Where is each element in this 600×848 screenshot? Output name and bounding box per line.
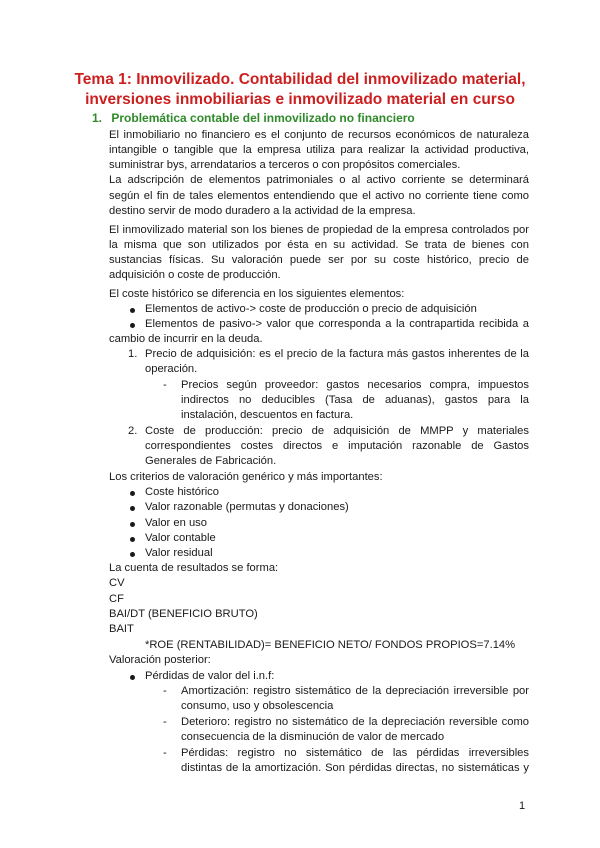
title-line-1: Tema 1: Inmovilizado. Contabilidad del inmovilizado material,	[74, 71, 526, 88]
sub-item-line: Precios según proveedor: gastos necesarios compra, impuestos	[181, 379, 529, 391]
paragraph-line: suministrar bys, arrendatarios a terceros o con propósitos comerciales.	[109, 159, 461, 171]
list-item: Valor contable	[145, 532, 216, 544]
paragraph-line: intangible o tangible que la empresa utiliza para realizar la actividad productiva,	[109, 144, 529, 156]
title-line-2: inversiones inmobiliarias e inmovilizado material en curso	[85, 91, 515, 108]
bullet-icon	[130, 675, 135, 680]
sub-item-line: Deterioro: registro no sistemático de la depreciación reversible como	[181, 716, 529, 728]
bullet-icon	[130, 552, 135, 557]
paragraph-line: destino servir de modo duradero a la actividad de la empresa.	[109, 205, 416, 217]
paragraph-line: El inmovilizado material son los bienes de propiedad de la empresa controlados por	[109, 224, 529, 236]
results-line: BAIT	[109, 623, 134, 635]
results-line: CF	[109, 593, 124, 605]
numbered-item-line: operación.	[145, 363, 198, 375]
list-item: Valor razonable (permutas y donaciones)	[145, 501, 349, 513]
paragraph-line: adquisición o coste de producción.	[109, 269, 281, 281]
later-intro: Valoración posterior:	[109, 654, 211, 666]
bullet-icon	[130, 323, 135, 328]
results-line: BAI/DT (BENEFICIO BRUTO)	[109, 608, 258, 620]
list-item: Pérdidas de valor del i.n.f:	[145, 670, 275, 682]
results-intro: La cuenta de resultados se forma:	[109, 562, 279, 574]
dash-marker: -	[163, 379, 167, 391]
list-number: 1.	[128, 348, 138, 360]
list-number: 2.	[128, 425, 138, 437]
sub-item-line: instalación, descuentos en factura.	[181, 409, 354, 421]
bullet-icon	[130, 537, 135, 542]
dash-marker: -	[163, 685, 167, 697]
list-item: cambio de incurrir en la deuda.	[109, 333, 263, 345]
numbered-item-line: Coste de producción: precio de adquisición de MMPP y materiales	[145, 425, 529, 437]
paragraph-line: según el fin de tales elementos entendiendo que el activo no corriente tiene como	[109, 190, 529, 202]
section-number: 1.	[92, 111, 103, 125]
sub-item-line: distintas de la amortización. Son pérdidas directas, no sistemáticas y	[181, 762, 529, 774]
paragraph-line: La adscripción de elementos patrimoniales o al activo corriente se determinará	[109, 174, 529, 186]
section-heading-text: Problemática contable del inmovilizado no financiero	[111, 111, 415, 125]
dash-marker: -	[163, 747, 167, 759]
paragraph-line: sustancias físicas. Su valoración puede ser por su coste histórico, precio de	[109, 254, 529, 266]
dash-marker: -	[163, 716, 167, 728]
list-item: Coste histórico	[145, 486, 219, 498]
paragraph-line: El inmobiliario no financiero es el conjunto de recursos económicos de naturaleza	[109, 129, 529, 141]
sub-item-line: Pérdidas: registro no sistemático de las pérdidas irreversibles	[181, 747, 529, 759]
sub-item-line: consecuencia de la disminución de valor de mercado	[181, 731, 445, 743]
roe-formula: *ROE (RENTABILIDAD)= BENEFICIO NETO/ FONDOS PROPIOS=7.14%	[145, 639, 516, 651]
page-number: 1	[519, 800, 526, 812]
numbered-item-line: Precio de adquisición: es el precio de la factura más gastos inherentes de la	[145, 348, 529, 360]
paragraph-line: la misma que son utilizados por ésta en su actividad. Se trata de bienes con	[109, 239, 529, 251]
bullet-icon	[130, 491, 135, 496]
section-heading	[92, 111, 415, 126]
sub-item-line: Amortización: registro sistemático de la depreciación irreversible por	[181, 685, 529, 697]
document-title	[60, 70, 540, 110]
numbered-item-line: correspondientes costes directos e imputación razonable de Gastos	[145, 440, 529, 452]
numbered-item-line: Generales de Fabricación.	[145, 455, 277, 467]
list-item: Valor residual	[145, 547, 213, 559]
sub-item-line: consumo, uso y obsolescencia	[181, 700, 334, 712]
bullet-icon	[130, 522, 135, 527]
bullet-icon	[130, 506, 135, 511]
results-line: CV	[109, 577, 125, 589]
list-item: Elementos de activo-> coste de producción o precio de adquisición	[145, 303, 477, 315]
sub-item-line: indirectos no deducibles (Tasa de aduanas), gastos para la	[181, 394, 529, 406]
criteria-intro: Los criterios de valoración genérico y más importantes:	[109, 471, 383, 483]
bullet-icon	[130, 308, 135, 313]
paragraph-line: El coste histórico se diferencia en los siguientes elementos:	[109, 288, 405, 300]
list-item: Elementos de pasivo-> valor que corresponda a la contrapartida recibida a	[145, 318, 529, 330]
list-item: Valor en uso	[145, 517, 207, 529]
